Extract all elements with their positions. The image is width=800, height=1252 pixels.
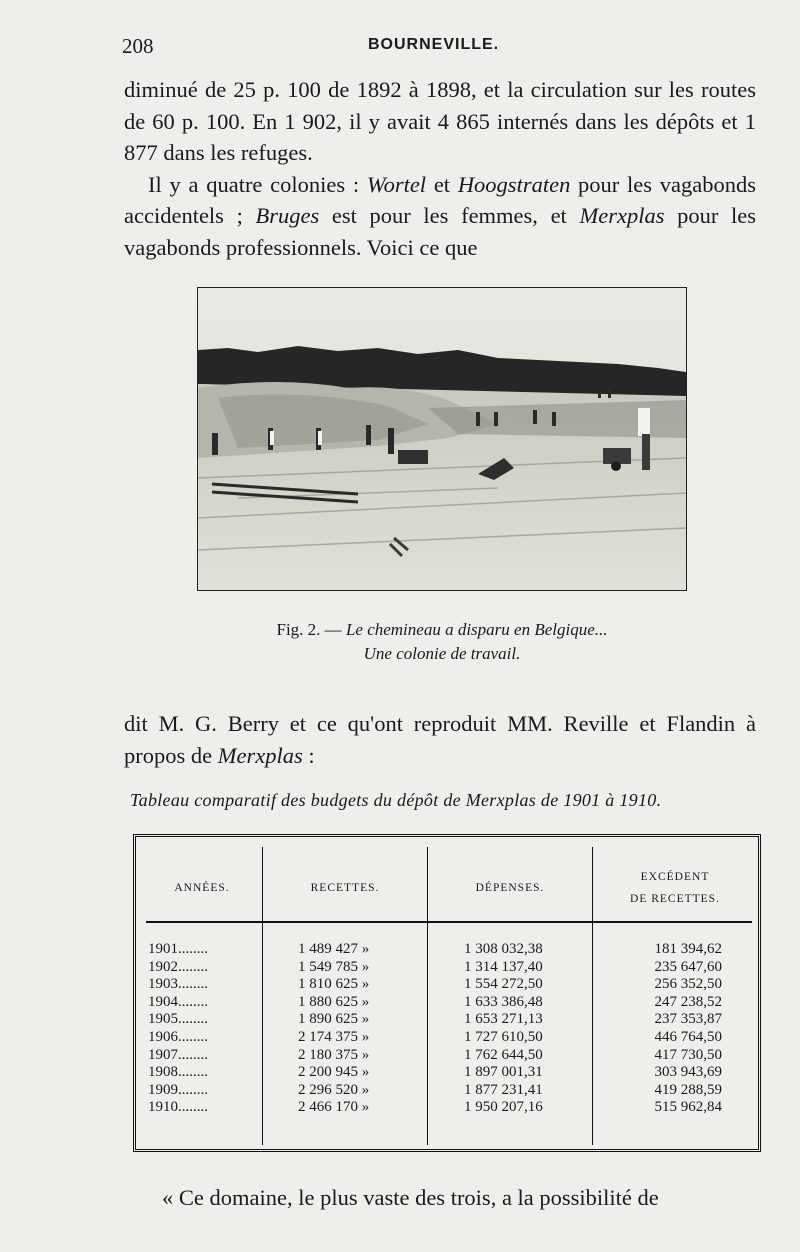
paragraph-1: [124, 74, 756, 263]
table-row: [146, 1064, 754, 1082]
cell-recettes: 1 810 625 »: [298, 976, 370, 993]
table-row: [146, 1082, 754, 1100]
cell-year: 1908........: [148, 1064, 208, 1081]
cell-depenses: 1 308 032,38: [464, 941, 543, 957]
text-run: et: [426, 171, 458, 197]
cell-depenses: 1 633 386,48: [464, 993, 543, 1010]
cell-excedent: 247 238,52: [654, 993, 722, 1010]
figure-label: Fig. 2. —: [276, 620, 342, 639]
paragraph-colonies: [124, 169, 756, 264]
cell-excedent: 237 353,87: [654, 1011, 722, 1028]
cell-excedent: 181 394,62: [654, 941, 722, 957]
cell-depenses: 1 897 001,31: [464, 1064, 543, 1081]
work-colony-photo: [198, 288, 686, 590]
cell-excedent: 446 764,50: [654, 1028, 722, 1045]
cell-recettes: 1 489 427 »: [298, 941, 370, 957]
header-recettes: RECETTES.: [310, 882, 380, 894]
cell-year: 1904........: [148, 993, 208, 1010]
cell-excedent: 417 730,50: [654, 1046, 722, 1063]
cell-year: 1909........: [148, 1081, 208, 1098]
cell-depenses: 1 554 272,50: [464, 976, 543, 993]
cell-excedent: 303 943,69: [654, 1064, 722, 1081]
cell-year: 1907........: [148, 1046, 208, 1063]
cell-recettes: 2 174 375 »: [298, 1028, 370, 1045]
cell-recettes: 1 890 625 »: [298, 1011, 370, 1028]
paragraph-1-text: diminué de 25 p. 100 de 1892 à 1898, et la circulation sur les routes de 60 p. 100. En 1 902, il y avait 4 865 internés dans les dépôts et 1 877 dans les refuges.: [124, 77, 756, 165]
cell-excedent: 235 647,60: [654, 958, 722, 975]
cell-recettes: 2 200 945 »: [298, 1064, 370, 1081]
figure-photograph: [197, 287, 687, 591]
cell-year: 1910........: [148, 1099, 208, 1116]
table-title: Tableau comparatif des budgets du dépôt de Merxplas de 1901 à 1910.: [130, 790, 662, 810]
cell-depenses: 1 762 644,50: [464, 1046, 543, 1063]
table-row: [146, 941, 754, 959]
caption-line-2: Une colonie de travail.: [363, 644, 521, 663]
table-row: [146, 959, 754, 977]
caption-line-1: [124, 618, 760, 642]
caption-text-1: Le chemineau a disparu en Belgique...: [345, 620, 608, 639]
cell-recettes: 2 296 520 »: [298, 1081, 370, 1098]
place-merxplas: Merxplas: [579, 203, 665, 228]
cell-recettes: 2 180 375 »: [298, 1046, 370, 1063]
header-depenses: DÉPENSES.: [475, 882, 545, 894]
cell-year: 1903........: [148, 976, 208, 993]
place-bruges: Bruges: [255, 203, 320, 228]
cell-depenses: 1 653 271,13: [464, 1011, 543, 1028]
cell-excedent: 515 962,84: [654, 1099, 722, 1116]
text-run: pour les vagabonds professionnels. Voici ce que: [124, 203, 756, 260]
table-row: [146, 1047, 754, 1065]
cell-depenses: 1 314 137,40: [464, 958, 543, 975]
cell-excedent: 419 288,59: [654, 1081, 722, 1098]
text-run: est pour les femmes, et: [319, 203, 580, 228]
table-row: [146, 976, 754, 994]
cell-year: 1906........: [148, 1028, 208, 1045]
cell-excedent: 256 352,50: [654, 976, 722, 993]
header-excedent-2: DE RECETTES.: [630, 893, 720, 905]
figure-caption: [124, 618, 760, 666]
page-header: [122, 34, 762, 62]
place-hoogstraten: Hoogstraten: [457, 171, 571, 197]
cell-recettes: 1 549 785 »: [298, 958, 370, 975]
cell-recettes: 2 466 170 »: [298, 1099, 370, 1116]
text-run: pour les vagabonds accidentels ;: [124, 171, 757, 228]
place-wortel: Wortel: [366, 171, 427, 197]
text-run: Il y a quatre colonies :: [148, 171, 367, 197]
running-title: BOURNEVILLE.: [368, 36, 500, 53]
header-rule: [146, 921, 752, 923]
text-run: dit M. G. Berry et ce qu'ont reproduit MM. Reville et Flandin à propos de: [124, 711, 756, 768]
cell-year: 1901........: [148, 941, 208, 957]
text-run: :: [302, 742, 315, 768]
cell-recettes: 1 880 625 »: [298, 993, 370, 1010]
cell-depenses: 1 727 610,50: [464, 1028, 543, 1045]
budget-table: [133, 834, 761, 1152]
page-number: 208: [122, 34, 154, 58]
table-row: [146, 994, 754, 1012]
header-annees: ANNÉES.: [174, 882, 230, 894]
paragraph-2: [124, 708, 756, 771]
cell-year: 1902........: [148, 958, 208, 975]
cell-depenses: 1 950 207,16: [464, 1099, 543, 1116]
paragraph-3: « Ce domaine, le plus vaste des trois, a la possibilité de: [162, 1185, 659, 1210]
cell-depenses: 1 877 231,41: [464, 1081, 543, 1098]
cell-year: 1905........: [148, 1011, 208, 1028]
table-body: [146, 941, 754, 1117]
place-merxplas: Merxplas: [217, 742, 303, 768]
table-row: [146, 1099, 754, 1117]
table-row: [146, 1029, 754, 1047]
header-excedent-1: EXCÉDENT: [640, 871, 710, 883]
table-row: [146, 1011, 754, 1029]
